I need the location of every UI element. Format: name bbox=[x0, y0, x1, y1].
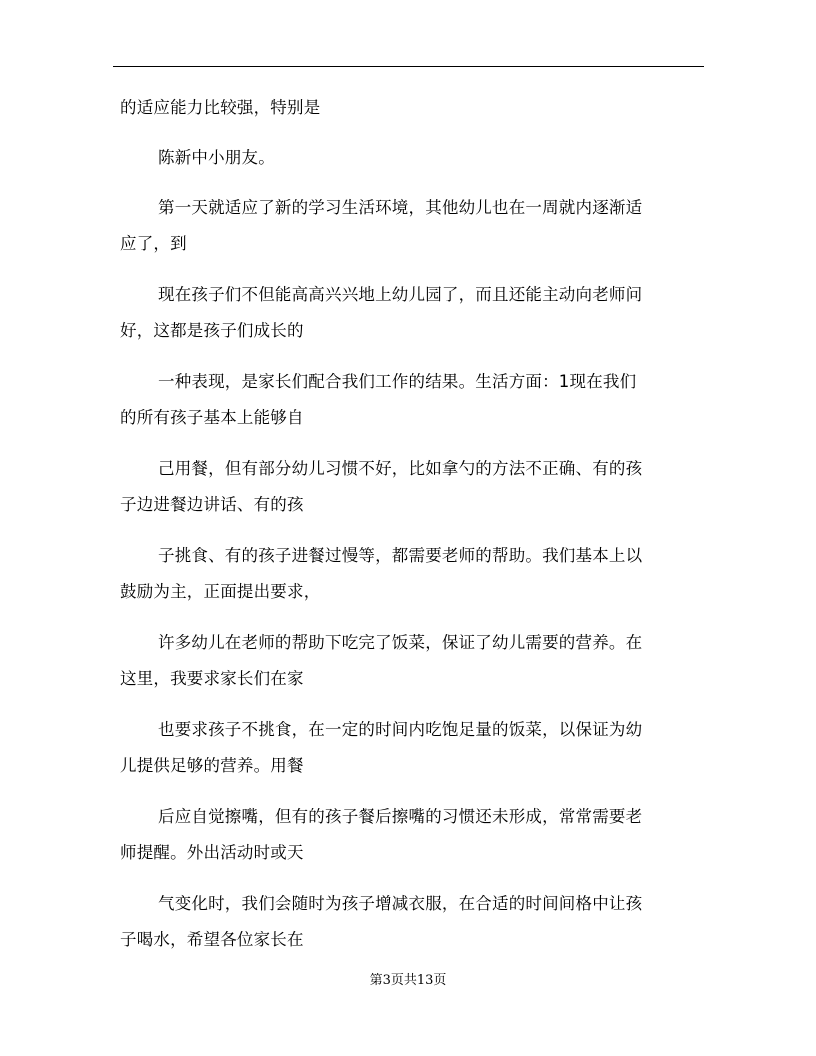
text-line-7: 一种表现，是家长们配合我们工作的结果。生活方面：1现在我们 bbox=[158, 372, 637, 391]
text-line-17: 后应自觉擦嘴，但有的孩子餐后擦嘴的习惯还未形成，常常需要老 bbox=[158, 807, 643, 826]
text-line-10: 子边进餐边讲话、有的孩 bbox=[120, 495, 304, 514]
page-number-footer: 第3页共13页 bbox=[369, 973, 447, 988]
text-line-5: 现在孩子们不但能高高兴兴地上幼儿园了，而且还能主动向老师问 bbox=[158, 285, 643, 304]
text-line-13: 许多幼儿在老师的帮助下吃完了饭菜，保证了幼儿需要的营养。在 bbox=[158, 633, 643, 652]
text-line-18: 师提醒。外出活动时或天 bbox=[120, 843, 304, 862]
text-line-3: 第一天就适应了新的学习生活环境，其他幼儿也在一周就内逐渐适 bbox=[158, 198, 643, 217]
text-line-11: 子挑食、有的孩子进餐过慢等，都需要老师的帮助。我们基本上以 bbox=[158, 546, 643, 565]
text-line-6: 好，这都是孩子们成长的 bbox=[120, 321, 304, 340]
text-line-8: 的所有孩子基本上能够自 bbox=[120, 408, 304, 427]
text-line-2: 陈新中小朋友。 bbox=[158, 148, 275, 167]
text-line-16: 儿提供足够的营养。用餐 bbox=[120, 756, 304, 775]
header-rule bbox=[113, 66, 704, 67]
text-line-15: 也要求孩子不挑食，在一定的时间内吃饱足量的饭菜，以保证为幼 bbox=[158, 720, 643, 739]
text-line-12: 鼓励为主，正面提出要求， bbox=[120, 582, 321, 601]
text-line-9: 己用餐，但有部分幼儿习惯不好，比如拿勺的方法不正确、有的孩 bbox=[158, 459, 643, 478]
text-line-14: 这里，我要求家长们在家 bbox=[120, 669, 304, 688]
text-line-1: 的适应能力比较强，特别是 bbox=[120, 98, 321, 117]
text-line-19: 气变化时，我们会随时为孩子增减衣服，在合适的时间间格中让孩 bbox=[158, 894, 643, 913]
text-line-4: 应了，到 bbox=[120, 234, 187, 253]
text-line-20: 子喝水，希望各位家长在 bbox=[120, 930, 304, 949]
